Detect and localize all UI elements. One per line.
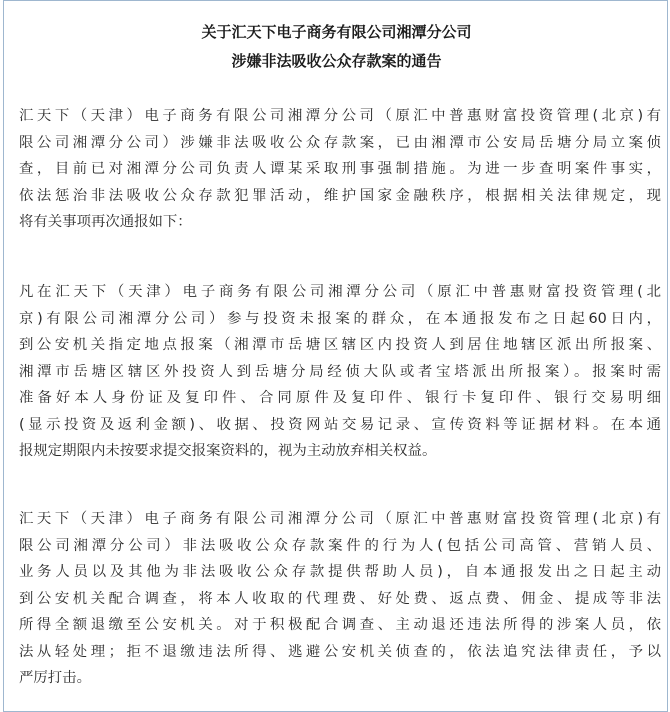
paragraph-line: 限公司湘潭分公司）涉嫌非法吸收公众存款案，已由湘潭市公安局岳塘分局立案侦 (19, 134, 661, 151)
paragraph-line: 准备好本人身份证及复印件、合同原件及复印件、银行卡复印件、银行交易明细 (19, 390, 661, 406)
paragraph-line: 湘潭市岳塘区辖区外投资人到岳塘分局经侦大队或者宝塔派出所报案）。报案时需 (19, 363, 661, 380)
paragraph-line: 京)有限公司湘潭分公司）参与投资未报案的群众，在本通报发布之日起60日内， (19, 310, 661, 327)
paragraph-line: 汇天下（天津）电子商务有限公司湘潭分公司（原汇中普惠财富投资管理(北京)有 (19, 511, 661, 527)
paragraph-line: 到公安机关指定地点报案（湘潭市岳塘区辖区内投资人到居住地辖区派出所报案、 (19, 337, 661, 353)
paragraph-line: 依法惩治非法吸收公众存款犯罪活动，维护国家金融秩序，根据相关法律规定，现 (19, 187, 661, 204)
paragraph-case-filing (19, 103, 661, 236)
paragraph-line: 业务人员以及其他为非法吸收公众存款提供帮助人员)，自本通报发出之日起主动 (19, 564, 661, 580)
notice-title (4, 18, 669, 76)
title-line: 关于汇天下电子商务有限公司湘潭分公司 (201, 23, 472, 41)
notice-document (3, 0, 668, 712)
paragraph-line: 法从轻处理；拒不退缴违法所得、逃避公安机关侦查的，依法追究法律责任，予以 (19, 643, 661, 660)
paragraph-offender-instructions (19, 506, 661, 692)
paragraph-line: 凡在汇天下（天津）电子商务有限公司湘潭分公司（原汇中普惠财富投资管理(北 (19, 284, 661, 300)
paragraph-line: (显示投资及返利金额)、收据、投资网站交易记录、宣传资料等证据材料。在本通 (19, 416, 661, 433)
paragraph-line: 所得全额退缴至公安机关。对于积极配合调查、主动退还违法所得的涉案人员，依 (19, 617, 661, 633)
paragraph-line: 严厉打击。 (19, 670, 91, 686)
paragraph-line: 限公司湘潭分公司）非法吸收公众存款案件的行为人(包括公司高管、营销人员、 (19, 537, 661, 554)
paragraph-line: 将有关事项再次通报如下： (19, 214, 192, 230)
paragraph-reporting-instructions (19, 279, 661, 465)
paragraph-line: 报规定期限内未按要求提交报案资料的，视为主动放弃相关权益。 (19, 443, 437, 459)
title-line: 涉嫌非法吸收公众存款案的通告 (231, 52, 442, 70)
paragraph-line: 汇天下（天津）电子商务有限公司湘潭分公司（原汇中普惠财富投资管理(北京)有 (19, 108, 661, 124)
paragraph-line: 到公安机关配合调查，将本人收取的代理费、好处费、返点费、佣金、提成等非法 (19, 590, 661, 607)
paragraph-line: 查，目前已对湘潭分公司负责人谭某采取刑事强制措施。为进一步查明案件事实， (19, 161, 661, 177)
